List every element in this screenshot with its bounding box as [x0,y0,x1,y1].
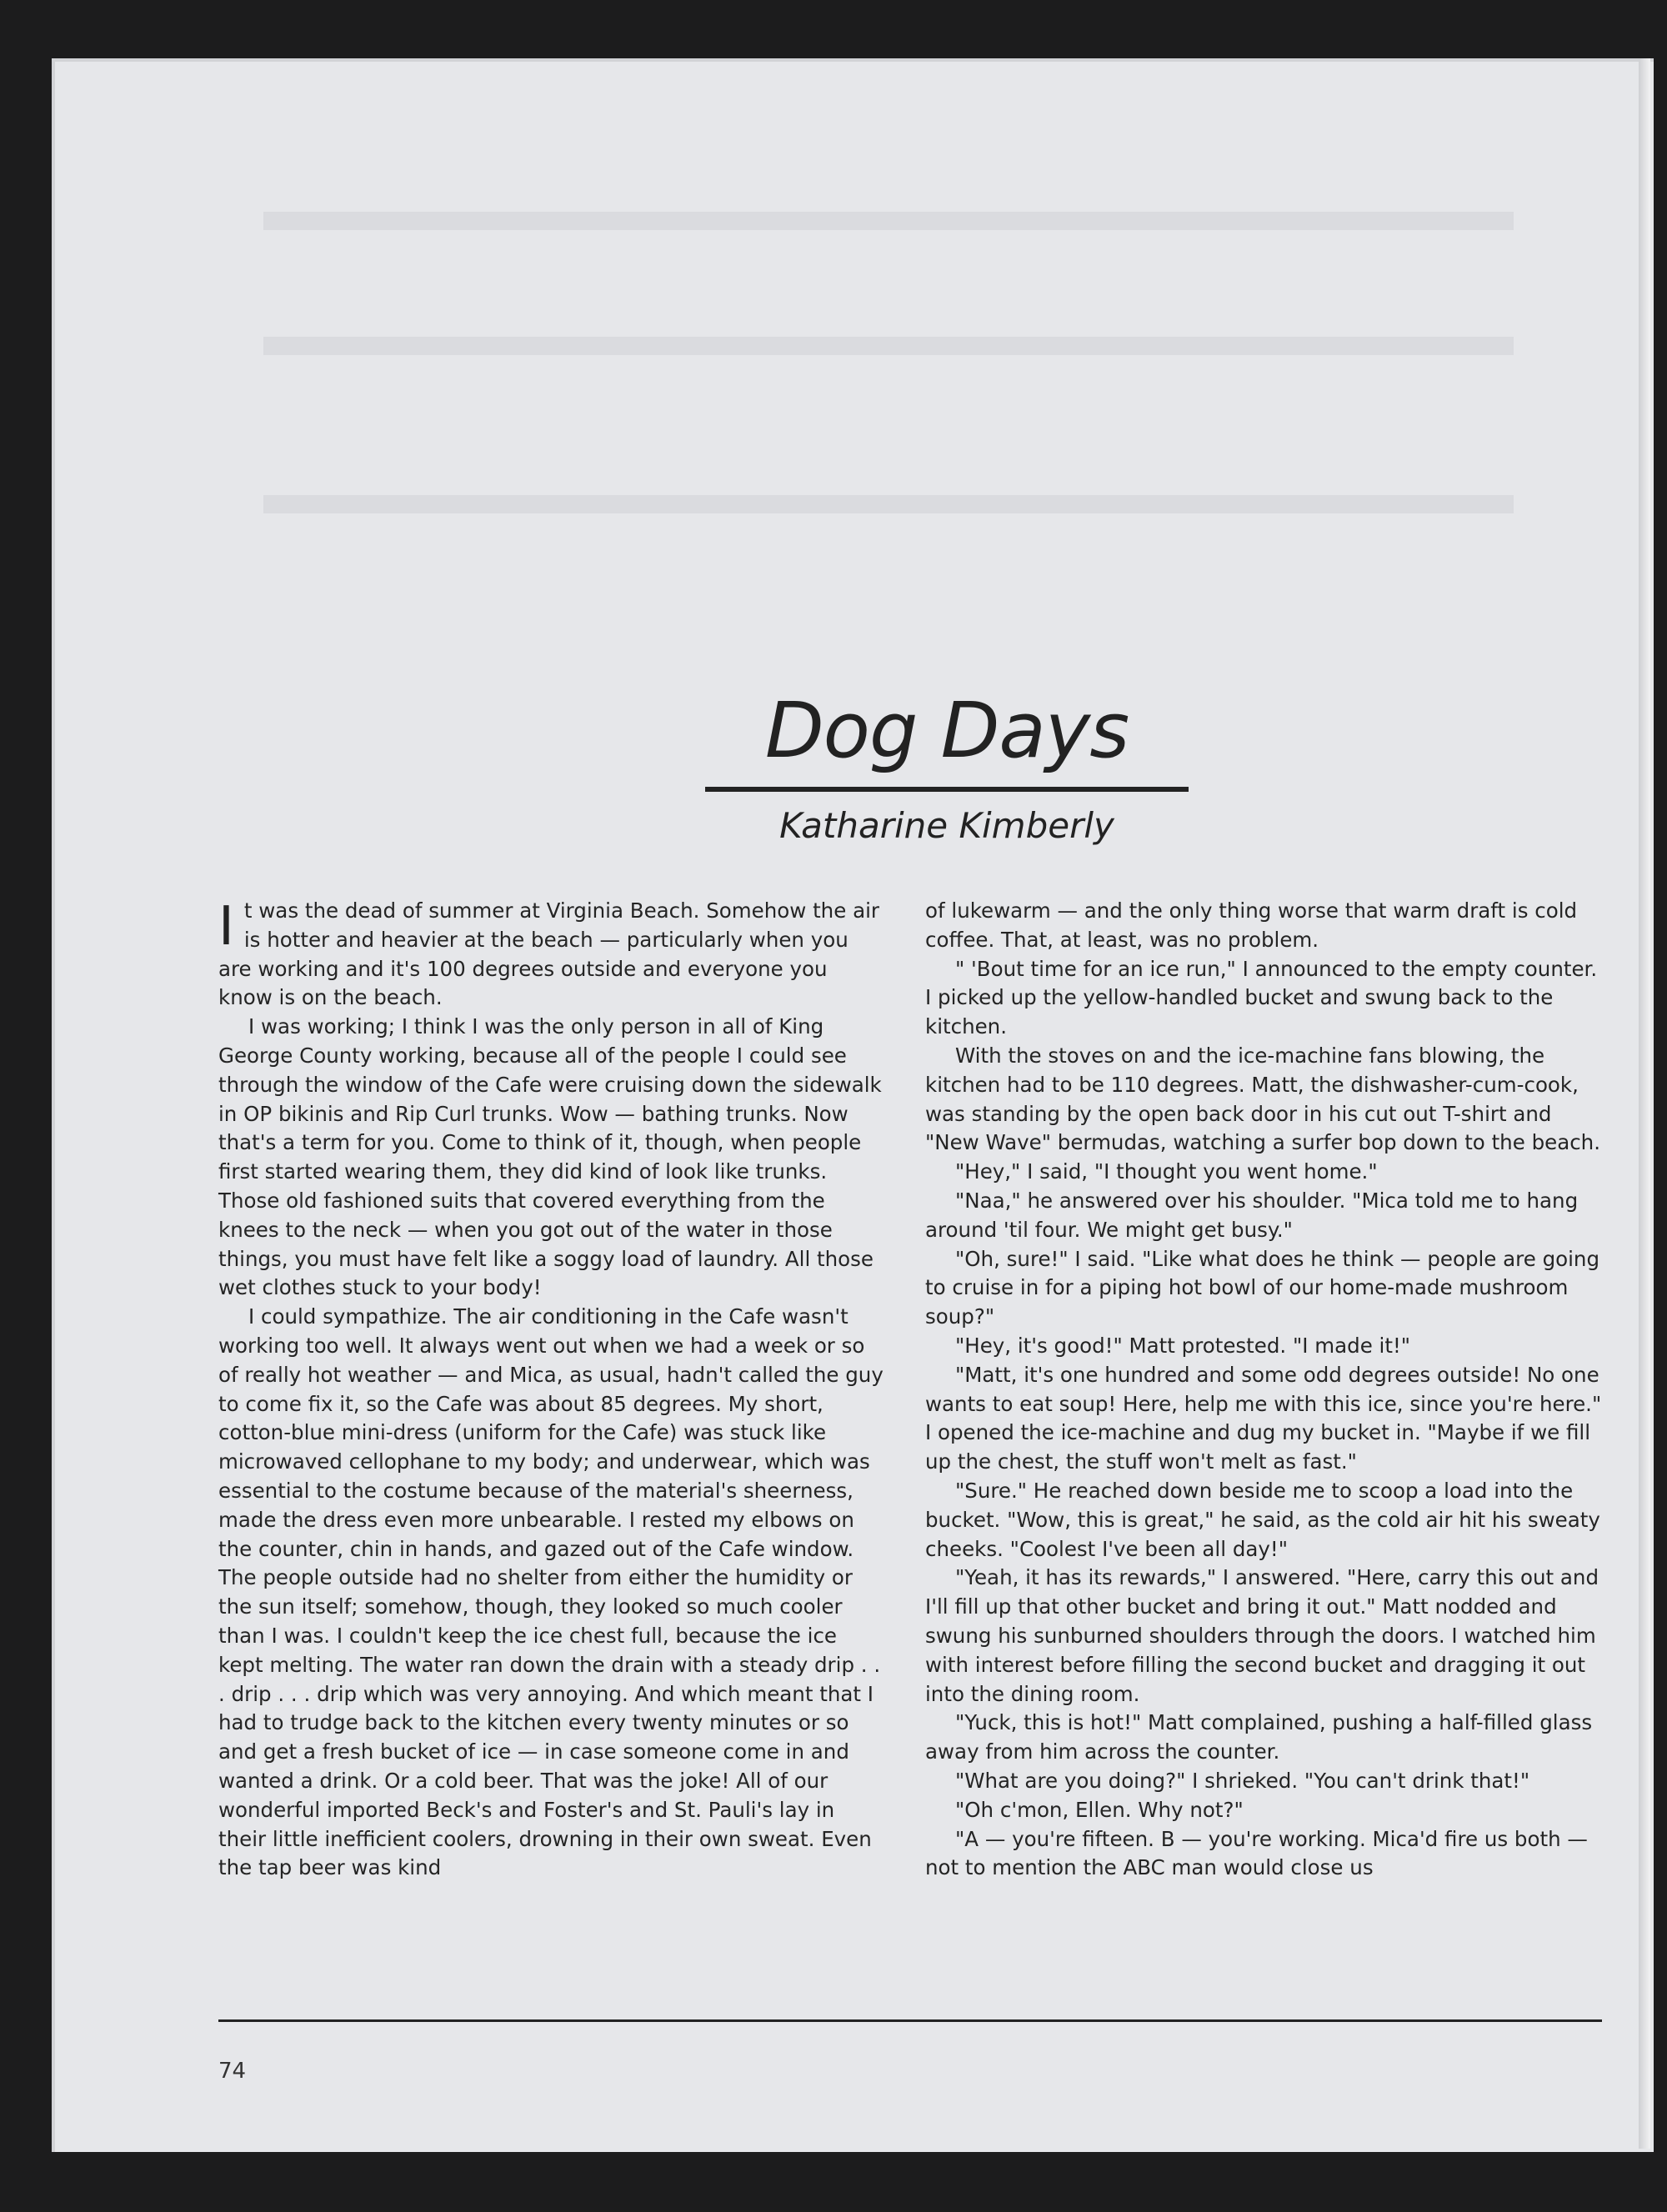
paragraph: I could sympathize. The air conditioning in the Cafe wasn't working too well. It always went out when we had a week or so of really hot weather — and Mica, as usual, hadn't called the guy to come fix it, so the Cafe was about 85 degrees. My short, cotton-blue mini-dress (uniform for the Cafe) was stuck like microwaved cellophane to my body; and underwear, which was essential to the costume because of the material's sheerness, made the dress even more unbearable. I rested my elbows on the counter, chin in hands, and gazed out of the Cafe window. The people outside had no shelter from either the humidity or the sun itself; somehow, though, they looked so much cooler than I was. I couldn't keep the ice chest full, because the ice kept melting. The water ran down the drain with a steady drip . . . drip . . . drip which was very annoying. And which meant that I had to trudge back to the kitchen every twenty minutes or so and get a fresh bucket of ice — in case someone come in and wanted a drink. Or a cold beer. That was the joke! All of our wonderful imported Beck's and Foster's and St. Pauli's lay in their little inefficient coolers, drowning in their own sweat. Even the tap beer was kind [218,1304,884,1880]
paragraph: "Yeah, it has its rewards," I answered. "Here, carry this out and I'll fill up that other bucket and bring it out." Matt nodded and swung his sunburned shoulders through the doors. I watched him with interest before filling the second bucket and dragging it out into the dining room. [925,1565,1599,1706]
paragraph: "Hey, it's good!" Matt protested. "I made it!" [955,1333,1411,1358]
paragraph: With the stoves on and the ice-machine fans blowing, the kitchen had to be 110 degrees. Matt, the dishwasher-cum-cook, was standing by the open back door in his cut out T-shirt and "New Wave" bermudas, watching a surfer bop down to the beach. [925,1043,1600,1155]
right-column [925,897,1609,1883]
paragraph: It was the dead of summer at Virginia Beach. Somehow the air is hotter and heavier at the beach — particularly when you are working and it's 100 degrees outside and everyone you know is on the beach. [218,896,879,1010]
paragraph: "A — you're fifteen. B — you're working. Mica'd fire us both — not to mention the ABC man would close us [925,1826,1588,1880]
paragraph: "Hey," I said, "I thought you went home." [955,1159,1378,1184]
page-edge [1639,58,1650,2149]
page-number: 74 [218,2059,247,2084]
footer-rule [218,2019,1602,2022]
paragraph: of lukewarm — and the only thing worse that warm draft is cold coffee. That, at least, was no problem. [925,898,1578,952]
drop-cap: I [218,896,234,958]
paragraph: "Oh c'mon, Ellen. Why not?" [955,1797,1244,1822]
article-title: Dog Days [764,686,1129,775]
paragraph: "Naa," he answered over his shoulder. "Mica told me to hang around 'til four. We might get busy." [925,1188,1579,1242]
paragraph: "Matt, it's one hundred and some odd degrees outside! No one wants to eat soup! Here, help me with this ice, since you're here." I opened the ice-machine and dug my bucket in. "Maybe if we fill up the chest, the stuff won't melt as fast." [925,1362,1602,1474]
paragraph: "Sure." He reached down beside me to scoop a load into the bucket. "Wow, this is great," he said, as the cold air hit his sweaty cheeks. "Coolest I've been all day!" [925,1478,1600,1561]
bleed-through-text [263,212,1514,230]
title-block [688,687,1205,846]
bleed-through-text [263,337,1514,355]
paragraph: I was working; I think I was the only person in all of King George County working, because all of the people I could see through the window of the Cafe were cruising down the sidewalk in OP bikinis and Rip Curl trunks. Wow — bathing trunks. Now that's a term for you. Come to think of it, though, when people first started wearing them, they did kind of look like trunks. Those old fashioned suits that covered everything from the knees to the neck — when you got out of the water in those things, you must have felt like a soggy load of laundry. All those wet clothes stuck to your body! [218,1014,882,1300]
paragraph: "Yuck, this is hot!" Matt complained, pushing a half-filled glass away from him across the counter. [925,1710,1593,1764]
paragraph: " 'Bout time for an ice run," I announced to the empty counter. I picked up the yellow-handled bucket and swung back to the kitchen. [925,956,1598,1039]
title-rule [705,787,1189,792]
bleed-through-text [263,495,1514,513]
article-author: Katharine Kimberly [779,804,1114,846]
paragraph: "What are you doing?" I shrieked. "You can't drink that!" [955,1768,1530,1793]
paragraph: "Oh, sure!" I said. "Like what does he think — people are going to cruise in for a piping hot bowl of our home-made mushroom soup?" [925,1246,1599,1329]
left-column [218,897,885,1883]
